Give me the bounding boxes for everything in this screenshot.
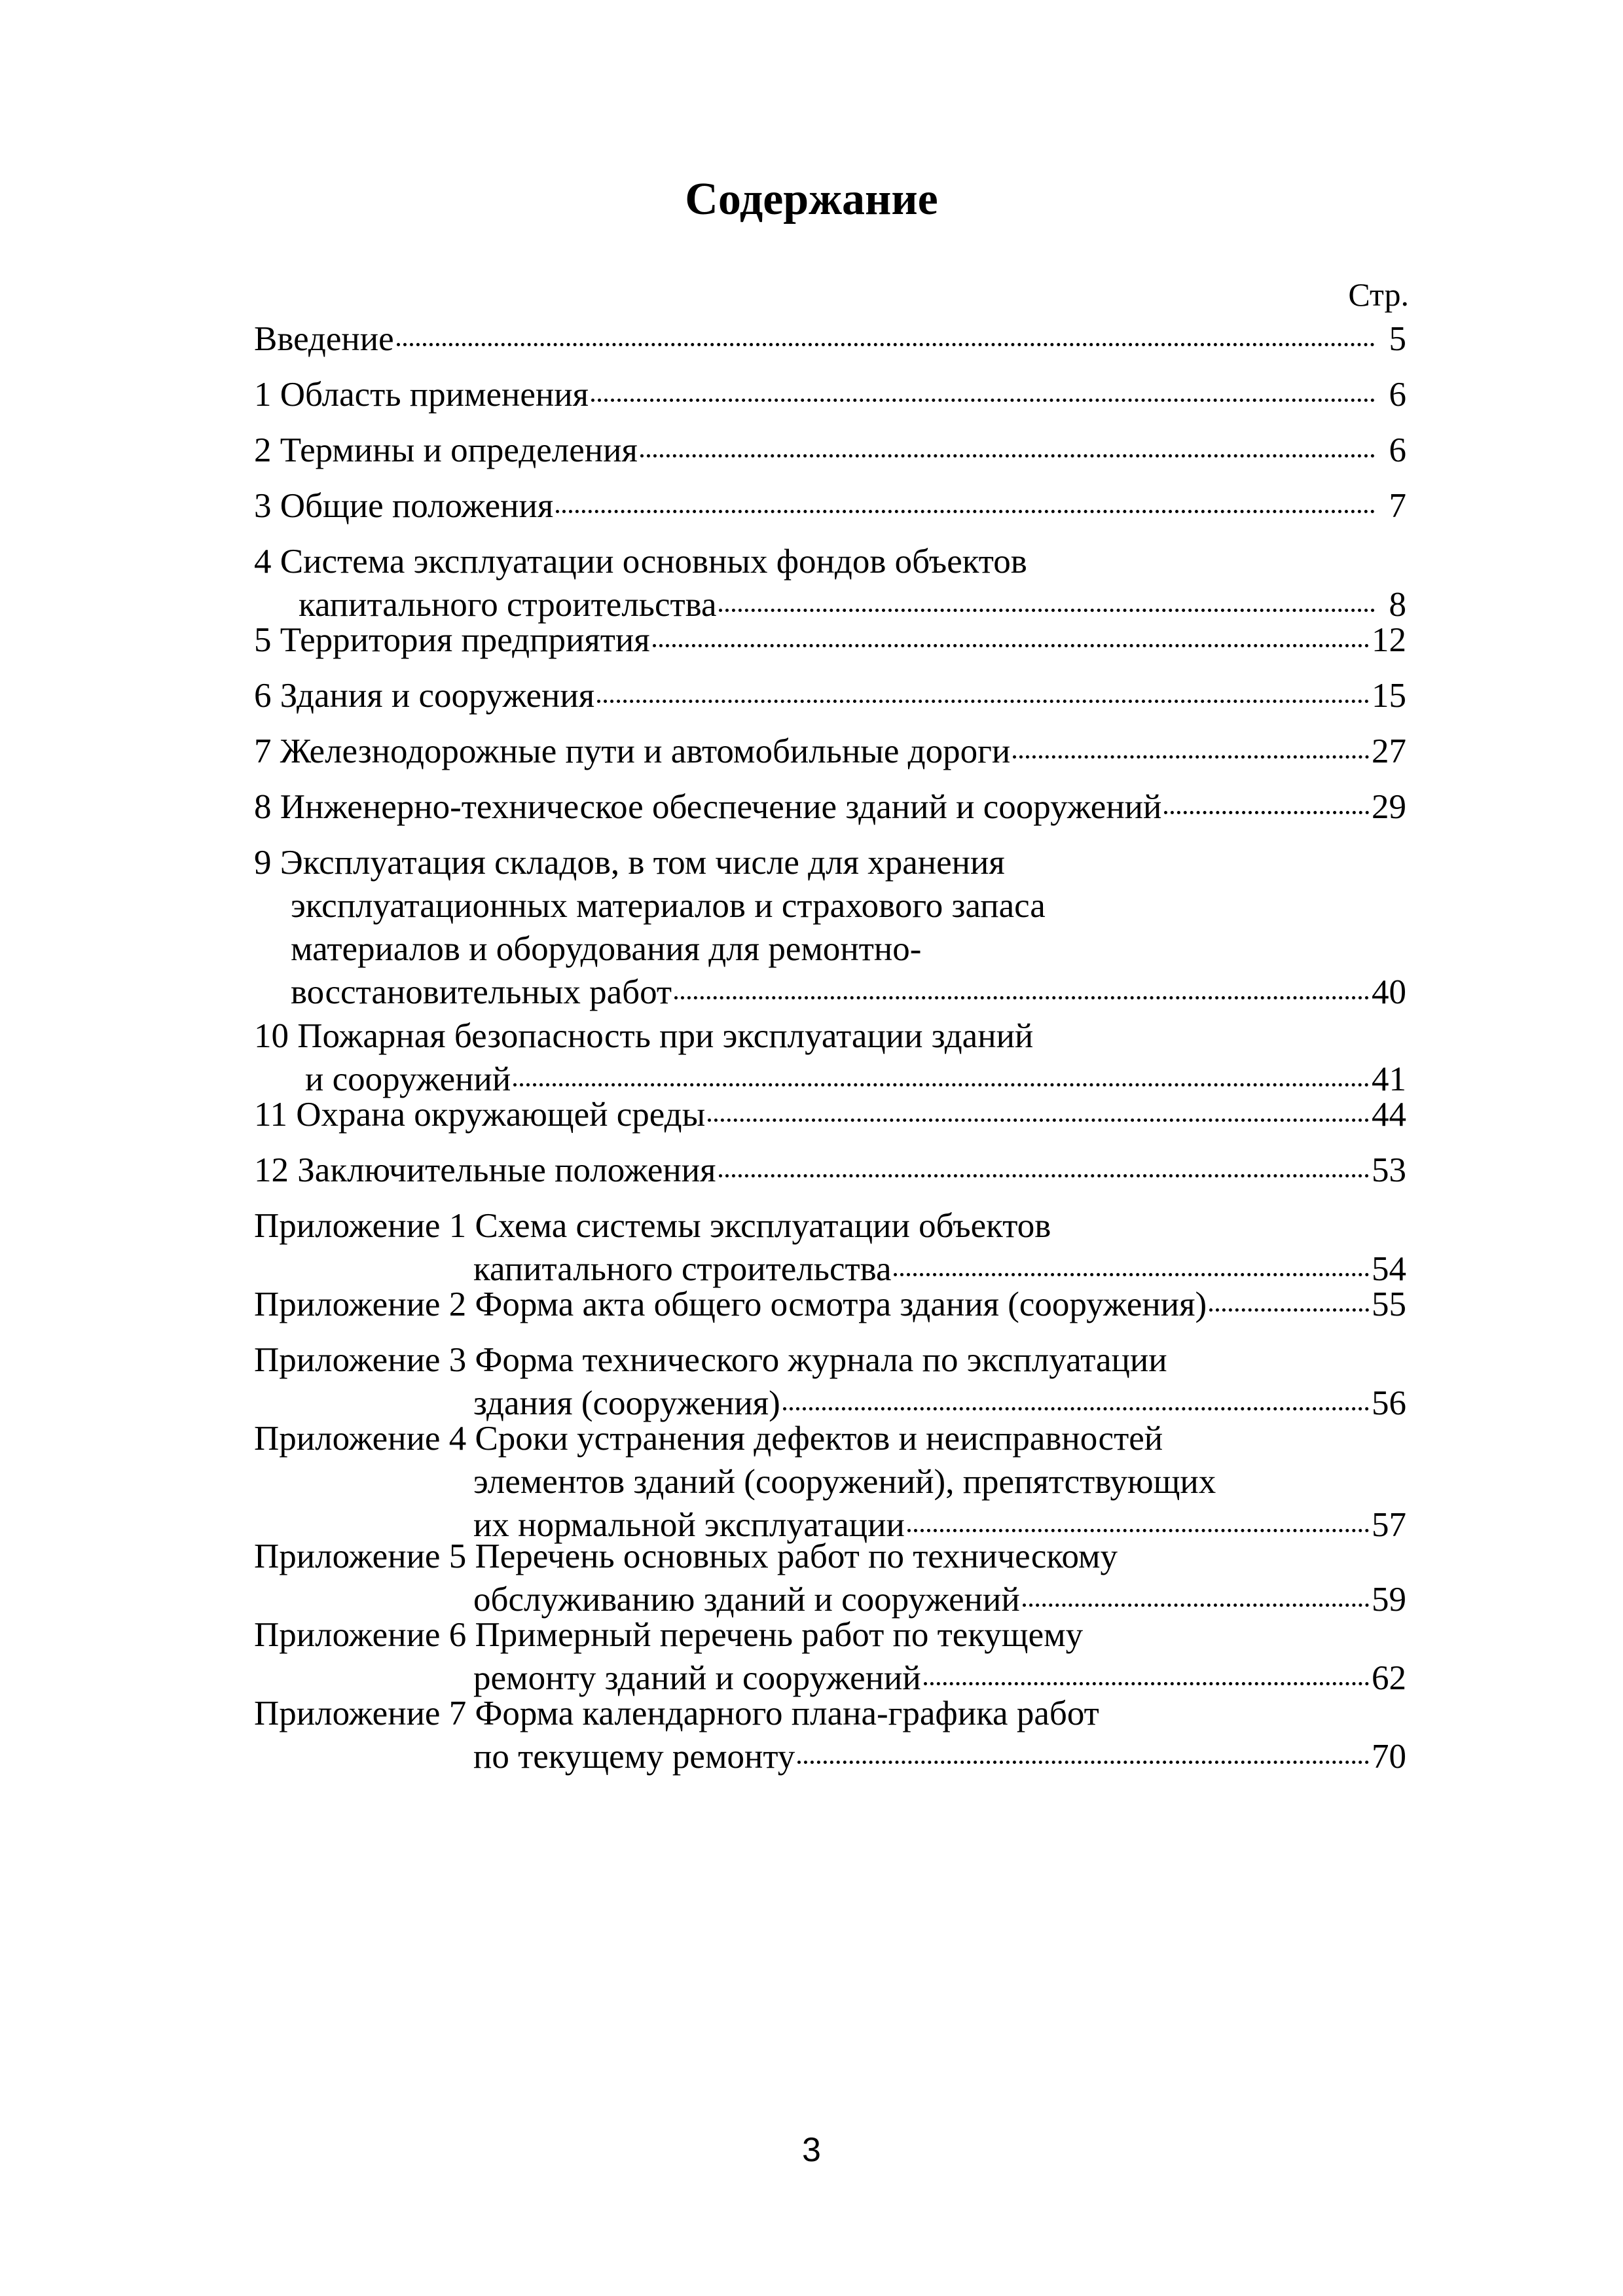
toc-entry-title: 3 Общие положения [254, 487, 554, 525]
toc-entry-title: по текущему ремонту [473, 1738, 795, 1776]
toc-entry-page: 59 [1372, 1581, 1406, 1619]
toc-entry-title: Приложение 2 Форма акта общего осмотра здания (сооружения) [254, 1285, 1207, 1323]
toc-entry-title: и сооружений [305, 1060, 511, 1098]
toc-entry-page: 54 [1372, 1250, 1406, 1288]
toc-entry-title: 8 Инженерно-техническое обеспечение зданий и сооружений [254, 788, 1162, 826]
toc-entry-title: 12 Заключительные положения [254, 1151, 716, 1189]
toc-entry-title: 1 Область применения [254, 376, 589, 414]
toc-entry[interactable] [254, 1692, 1406, 1778]
toc-entry-page: 6 [1389, 376, 1406, 414]
dot-leader [894, 1273, 1369, 1276]
dot-leader [797, 1761, 1369, 1764]
toc-entry[interactable] [254, 1338, 1406, 1425]
toc-entry[interactable] [254, 1014, 1406, 1101]
toc-entry[interactable] [254, 1613, 1406, 1700]
toc-entry-title: Введение [254, 320, 394, 358]
dot-leader [783, 1407, 1369, 1410]
toc-entry-title: 10 Пожарная безопасность при эксплуатации зданий [254, 1017, 1034, 1055]
toc-entry-page: 7 [1389, 487, 1406, 525]
toc-entry[interactable] [254, 1204, 1406, 1291]
toc-entry[interactable] [254, 317, 1406, 361]
toc-entry[interactable] [254, 1535, 1406, 1621]
toc-entry[interactable] [254, 373, 1406, 416]
toc-entry-page: 40 [1372, 973, 1406, 1011]
toc-entry-page: 55 [1372, 1285, 1406, 1323]
dot-leader [924, 1682, 1369, 1685]
dot-leader [907, 1529, 1369, 1532]
toc-entry[interactable] [254, 540, 1406, 626]
toc-entry-page: 15 [1372, 677, 1406, 715]
dot-leader [653, 644, 1369, 647]
toc-entry-title: Приложение 3 Форма технического журнала по эксплуатации [254, 1341, 1167, 1379]
toc-entry-page: 70 [1372, 1738, 1406, 1776]
toc-entry-page: 27 [1372, 732, 1406, 770]
toc-entry-title: капитального строительства [473, 1250, 892, 1288]
toc-entry-title: 7 Железнодорожные пути и автомобильные дороги [254, 732, 1011, 770]
toc-entry[interactable] [254, 1093, 1406, 1136]
dot-leader [556, 510, 1375, 513]
page-column-label: Стр. [1348, 276, 1409, 313]
dot-leader [719, 1174, 1369, 1177]
toc-entry-title: 11 Охрана окружающей среды [254, 1096, 706, 1134]
toc-entry-title: капитального строительства [299, 586, 717, 624]
toc-entry[interactable] [254, 1417, 1406, 1547]
dot-leader [719, 609, 1375, 612]
toc-entry-page: 29 [1372, 788, 1406, 826]
toc-entry-page: 62 [1372, 1659, 1406, 1697]
dot-leader [640, 454, 1375, 457]
toc-entry-title: 2 Термины и определения [254, 431, 638, 469]
toc-entry-title: восстановительных работ [291, 973, 672, 1011]
toc-entry-page: 6 [1389, 431, 1406, 469]
dot-leader [513, 1083, 1369, 1086]
toc-entry-title: Приложение 1 Схема системы эксплуатации объектов [254, 1207, 1051, 1245]
toc-entry[interactable] [254, 1149, 1406, 1192]
dot-leader [1164, 811, 1369, 814]
toc-entry-title: их нормальной эксплуатации [473, 1506, 905, 1544]
page-number: 3 [802, 2131, 821, 2169]
toc-entry-title: Приложение 5 Перечень основных работ по техническому [254, 1537, 1118, 1575]
toc-entry-title: 4 Система эксплуатации основных фондов объектов [254, 543, 1027, 581]
toc-entry-page: 44 [1372, 1096, 1406, 1134]
dot-leader [708, 1119, 1369, 1122]
toc-entry-title: материалов и оборудования для ремонтно- [291, 930, 922, 968]
toc-entry[interactable] [254, 484, 1406, 528]
toc-entry-title: Приложение 4 Сроки устранения дефектов и неисправностей [254, 1420, 1163, 1458]
toc-entry-title: 6 Здания и сооружения [254, 677, 595, 715]
dot-leader [1023, 1604, 1369, 1607]
dot-leader [397, 343, 1375, 346]
toc-entry[interactable] [254, 785, 1406, 829]
toc-entry[interactable] [254, 674, 1406, 717]
toc-entry-title: ремонту зданий и сооружений [473, 1659, 921, 1697]
dot-leader [591, 399, 1375, 402]
dot-leader [674, 996, 1369, 999]
toc-entry-page: 12 [1372, 621, 1406, 659]
toc-entry-page: 57 [1372, 1506, 1406, 1544]
toc-entry-title: эксплуатационных материалов и страхового запаса [291, 887, 1046, 925]
toc-entry[interactable] [254, 730, 1406, 773]
toc-entry-page: 8 [1389, 586, 1406, 624]
toc-entry-page: 53 [1372, 1151, 1406, 1189]
toc-entry[interactable] [254, 841, 1406, 1014]
dot-leader [1209, 1308, 1369, 1312]
toc-entry-page: 56 [1372, 1384, 1406, 1422]
dot-leader [1013, 755, 1369, 759]
toc-entry-title: 9 Эксплуатация складов, в том числе для хранения [254, 844, 1005, 882]
toc-entry-title: обслуживанию зданий и сооружений [473, 1581, 1020, 1619]
toc-entry[interactable] [254, 429, 1406, 472]
toc-entry-title: здания (сооружения) [473, 1384, 780, 1422]
toc-entry[interactable] [254, 619, 1406, 662]
toc-entry-page: 5 [1389, 320, 1406, 358]
dot-leader [597, 700, 1369, 703]
toc-entry-title: Приложение 6 Примерный перечень работ по текущему [254, 1616, 1084, 1654]
toc-entry[interactable] [254, 1283, 1406, 1326]
toc-entry-title: элементов зданий (сооружений), препятствующих [473, 1463, 1216, 1501]
toc-entry-title: Приложение 7 Форма календарного плана-графика работ [254, 1695, 1099, 1732]
toc-entry-title: 5 Территория предприятия [254, 621, 650, 659]
page-title: Содержание [685, 174, 938, 224]
toc-entry-page: 41 [1372, 1060, 1406, 1098]
